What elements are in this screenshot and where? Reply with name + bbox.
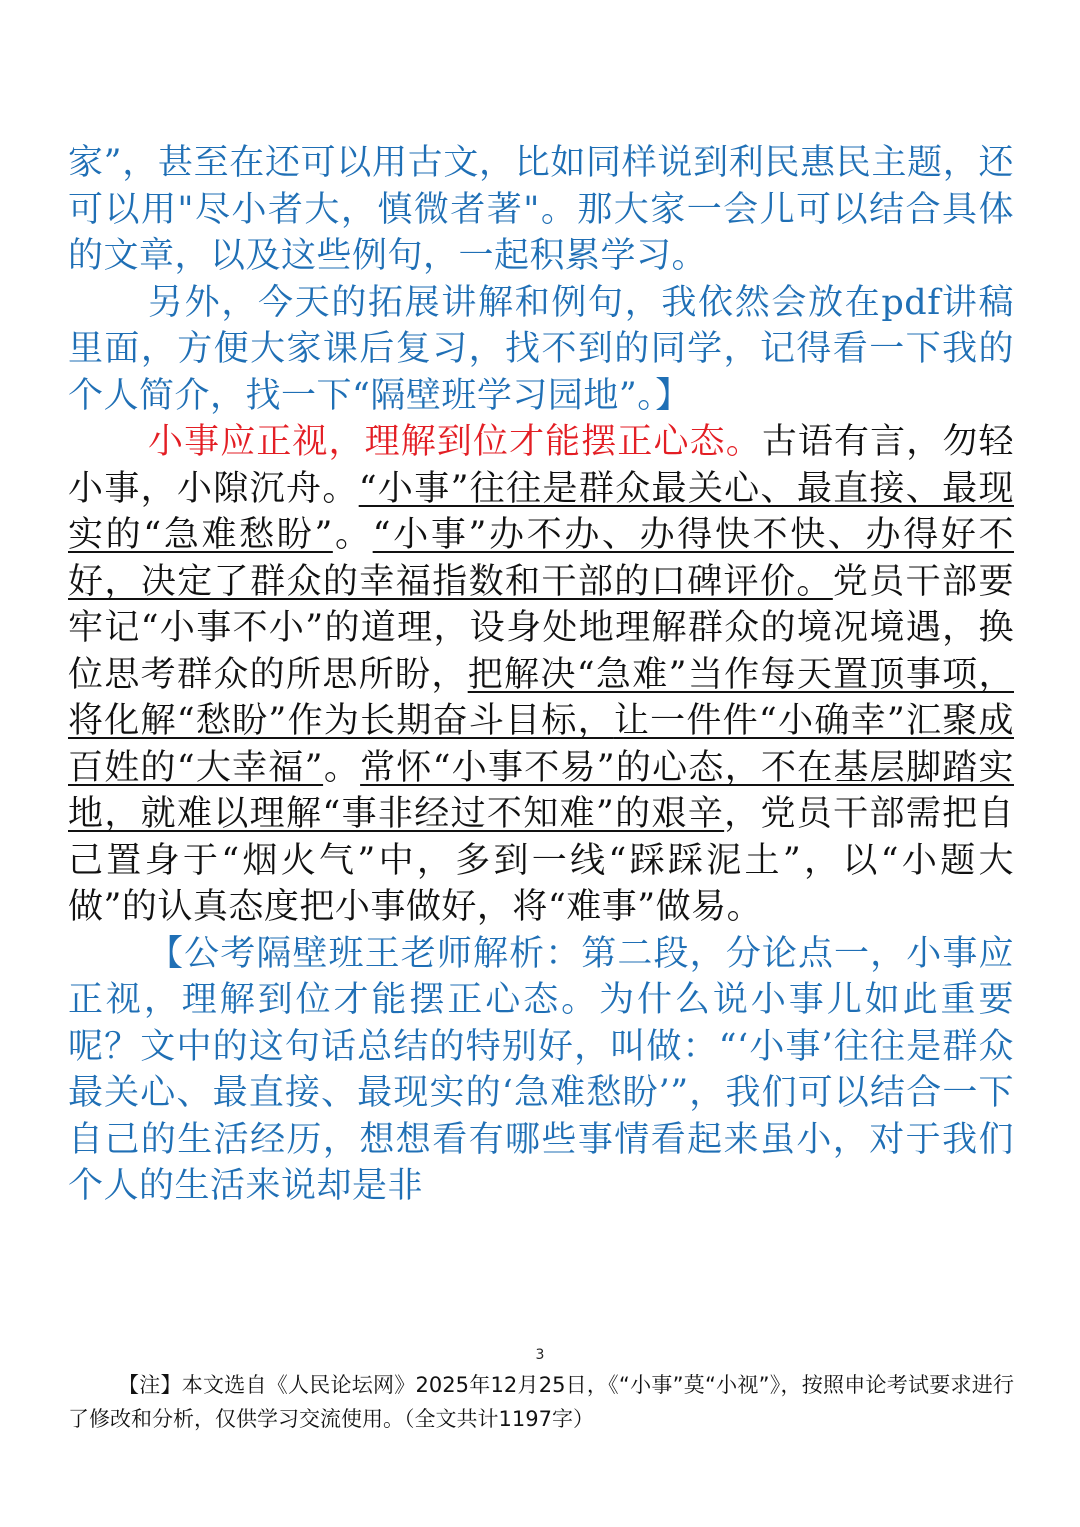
commentary-paragraph-analysis: 【公考隔壁班王老师解析：第二段，分论点一，小事应正视，理解到位才能摆正心态。为什么说小事儿如此重要呢？文中的这句话总结的特别好，叫做：“‘小事’往往是群众最关心、最直接、最现实的‘急难愁盼’”，我们可以结合一下自己的生活经历，想想看有哪些事情看起来虽小，对于我们个人的生活来说却是非	[68, 933, 1014, 1206]
footnote: 【注】本文选自《人民论坛网》2025年12月25日，《“小事”莫“小视”》，按照申论考试要求进行了修改和分析，仅供学习交流使用。（全文共计1197字）	[68, 1373, 1014, 1431]
sentence: 党员干部要牢记“小事不小”的道理，设身处地理解群众的境况境遇，换位思考群众的所思所盼，	[68, 561, 1014, 695]
document-page	[68, 140, 1014, 1210]
sentence: 古语有言，勿轻小事，小隙沉舟。	[68, 422, 1014, 509]
sentence: ，党员干部需把自己置身于“烟火气”中，多到一线“踩踩泥土”，以“小题大做”的认真态度把小事做好，将“难事”做易。	[68, 794, 1014, 927]
page-number: 3	[535, 1347, 545, 1363]
section-heading: 小事应正视，理解到位才能摆正心态。	[148, 422, 762, 462]
underlined-sentence: 让一件件“小确幸”汇聚成百姓的“大幸福”	[68, 701, 1014, 788]
punctuation: 。	[323, 747, 361, 788]
underlined-sentence: “小事”往往是群众最关心、最直接、最现实的“急难愁盼”	[68, 468, 1014, 555]
underlined-sentence: 常怀“小事不易”的心态，不在基层脚踏实地，就难以理解“事非经过不知难”的艰辛	[68, 747, 1014, 834]
punctuation: 。	[332, 515, 373, 555]
underlined-sentence: 把解决“急难”当作每天置顶事项，将化解“愁盼”作为长期奋斗目标，	[68, 654, 1014, 741]
commentary-paragraph-continued: 家”，甚至在还可以用古文，比如同样说到利民惠民主题，还可以用"尽小者大，慎微者著"。那大家一会儿可以结合具体的文章，以及这些例句，一起积累学习。	[68, 143, 1014, 276]
article-paragraph	[68, 419, 1014, 931]
underlined-sentence: “小事”办不办、办得快不快、办得好不好，决定了群众的幸福指数和干部的口碑评价。	[68, 515, 1014, 602]
commentary-paragraph-notice: 另外，今天的拓展讲解和例句，我依然会放在pdf讲稿里面，方便大家课后复习，找不到的同学，记得看一下我的个人简介，找一下“隔壁班学习园地”。】	[68, 282, 1014, 416]
